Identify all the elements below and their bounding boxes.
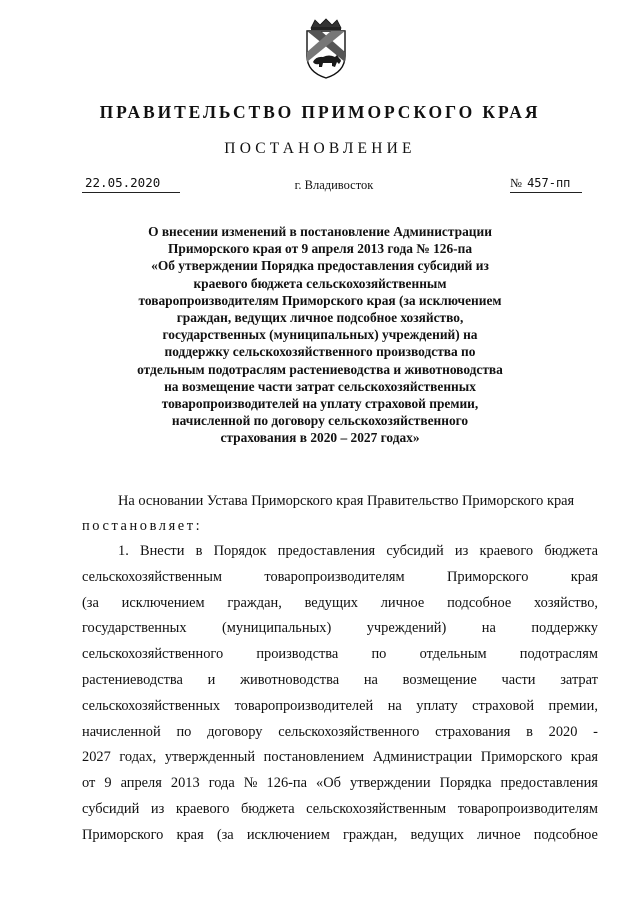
word: 9 xyxy=(104,775,112,792)
word: (за xyxy=(82,594,99,611)
word: животноводства xyxy=(240,671,340,688)
word: сельскохозяйственного xyxy=(278,723,420,740)
heading-line: начисленной по договору сельскохозяйственного xyxy=(171,413,469,429)
organization-title: ПРАВИТЕЛЬСТВО ПРИМОРСКОГО КРАЯ xyxy=(99,102,541,122)
word: граждан, xyxy=(227,594,282,611)
word: начисленной xyxy=(82,723,161,740)
heading-line: краевого бюджета сельскохозяйственным xyxy=(193,275,447,291)
word: из xyxy=(454,543,469,559)
word: краевого xyxy=(175,800,230,817)
word: 126-па xyxy=(266,775,308,792)
word: утверждении xyxy=(350,775,431,792)
word: на xyxy=(363,671,378,688)
word: № xyxy=(243,775,258,792)
basis-paragraph xyxy=(82,489,598,539)
word: учреждений) xyxy=(366,620,447,637)
word: подсобное xyxy=(533,826,598,843)
paragraph-line xyxy=(82,745,598,771)
word: исключением xyxy=(246,826,330,843)
word: Приморского xyxy=(82,826,164,843)
number-sign: № xyxy=(510,176,522,190)
word: возмещение xyxy=(402,671,477,688)
word: части xyxy=(501,671,536,688)
document-number: 457-пп xyxy=(527,176,571,190)
resolution-word: постановляет: xyxy=(82,518,203,534)
word: «Об xyxy=(316,775,341,792)
word: подотраслям xyxy=(519,646,598,663)
word: товаропроизводителям xyxy=(457,800,598,817)
word: постановлением xyxy=(263,749,365,766)
word: края xyxy=(570,568,598,585)
word: страхования xyxy=(435,723,511,740)
word: Приморского xyxy=(480,749,563,766)
word: государственных xyxy=(82,620,187,637)
word: бюджета xyxy=(544,543,598,559)
word: от xyxy=(82,775,96,792)
word: исключением xyxy=(121,594,205,611)
word: Порядка xyxy=(439,775,492,792)
basis-line: На основании Устава Приморского края Правительство Приморского края xyxy=(118,493,575,509)
word: личное xyxy=(380,594,425,611)
word: уплату xyxy=(416,697,458,714)
paragraph-line xyxy=(82,642,598,668)
word: (муниципальных) xyxy=(222,620,332,637)
word: производства xyxy=(256,646,339,663)
word: растениеводства xyxy=(82,671,183,688)
word: 2013 xyxy=(170,775,200,792)
word: премии, xyxy=(548,697,598,714)
word: субсидий xyxy=(82,800,140,817)
document-heading xyxy=(110,223,530,447)
word: сельскохозяйственным xyxy=(306,800,447,817)
word: (за xyxy=(216,826,234,843)
word: Внести xyxy=(140,543,185,559)
word: в xyxy=(195,543,203,559)
word: года xyxy=(208,775,235,792)
paragraph-1 xyxy=(82,539,598,849)
paragraph-line xyxy=(82,565,598,591)
word: Администрации xyxy=(372,749,473,766)
paragraph-line xyxy=(82,668,598,694)
word: по xyxy=(371,646,387,663)
heading-line: страхования в 2020 – 2027 годах» xyxy=(220,430,420,446)
heading-line: товаропроизводителям Приморского края (за исключением xyxy=(138,292,502,308)
word: 2020 xyxy=(548,723,578,740)
city-label: г. Владивосток xyxy=(294,178,374,192)
heading-line: граждан, ведущих личное подсобное хозяйство, xyxy=(176,310,464,326)
paragraph-line xyxy=(82,771,598,797)
word: на xyxy=(387,697,402,714)
word: 2027 xyxy=(82,749,111,766)
heading-line: О внесении изменений в постановление Администрации xyxy=(148,224,492,239)
coat-of-arms-icon xyxy=(301,18,351,80)
paragraph-line xyxy=(82,720,598,746)
word: апреля xyxy=(120,775,162,792)
heading-line: на возмещение части затрат сельскохозяйственных xyxy=(164,378,476,394)
word: сельскохозяйственным xyxy=(82,568,222,585)
date-field: 22.05.2020 xyxy=(82,176,180,193)
word: на xyxy=(481,620,496,637)
word: субсидий xyxy=(386,543,444,559)
word: и xyxy=(207,671,216,688)
heading-line: поддержку сельскохозяйственного производства по xyxy=(164,344,476,360)
word: Приморского xyxy=(447,568,529,585)
word: бюджета xyxy=(240,800,295,817)
word: граждан, xyxy=(342,826,398,843)
word: предоставления xyxy=(500,775,598,792)
word: товаропроизводителей xyxy=(234,697,374,714)
heading-line: «Об утверждении Порядка предоставления субсидий из xyxy=(151,258,489,274)
document-number-field xyxy=(510,176,582,193)
paragraph-line xyxy=(82,797,598,823)
word: годах, xyxy=(119,749,157,766)
word: сельскохозяйственного xyxy=(82,646,224,663)
document-type: ПОСТАНОВЛЕНИЕ xyxy=(224,140,416,157)
word: отдельным xyxy=(419,646,487,663)
word: ведущих xyxy=(410,826,464,843)
heading-line: государственных (муниципальных) учреждений) на xyxy=(162,327,478,343)
word: 1. xyxy=(118,543,129,559)
word: краевого xyxy=(479,543,534,559)
word: подсобное xyxy=(447,594,512,611)
word: затрат xyxy=(560,671,598,688)
heading-line: отдельным подотраслям растениеводства и животноводства xyxy=(137,361,503,377)
word: в xyxy=(526,723,533,740)
word: товаропроизводителям xyxy=(264,568,405,585)
word: личное xyxy=(477,826,521,843)
heading-line: товаропроизводителей на уплату страховой премии, xyxy=(161,396,479,412)
paragraph-line xyxy=(82,823,598,849)
paragraph-line xyxy=(82,694,598,720)
heading-line: Приморского края от 9 апреля 2013 года № 126-па xyxy=(167,241,473,257)
word: Порядок xyxy=(213,543,267,559)
word: края xyxy=(176,826,204,843)
word: - xyxy=(593,723,598,740)
paragraph-line xyxy=(82,591,598,617)
word: сельскохозяйственных xyxy=(82,697,221,714)
word: предоставления xyxy=(277,543,376,559)
word: утвержденный xyxy=(164,749,256,766)
paragraph-line xyxy=(82,539,598,565)
paragraph-line xyxy=(82,616,598,642)
word: из xyxy=(150,800,165,817)
word: страховой xyxy=(472,697,535,714)
word: ведущих xyxy=(304,594,358,611)
word: договору xyxy=(207,723,263,740)
word: края xyxy=(570,749,598,766)
word: поддержку xyxy=(531,620,598,637)
word: по xyxy=(176,723,192,740)
word: хозяйство, xyxy=(533,594,598,611)
